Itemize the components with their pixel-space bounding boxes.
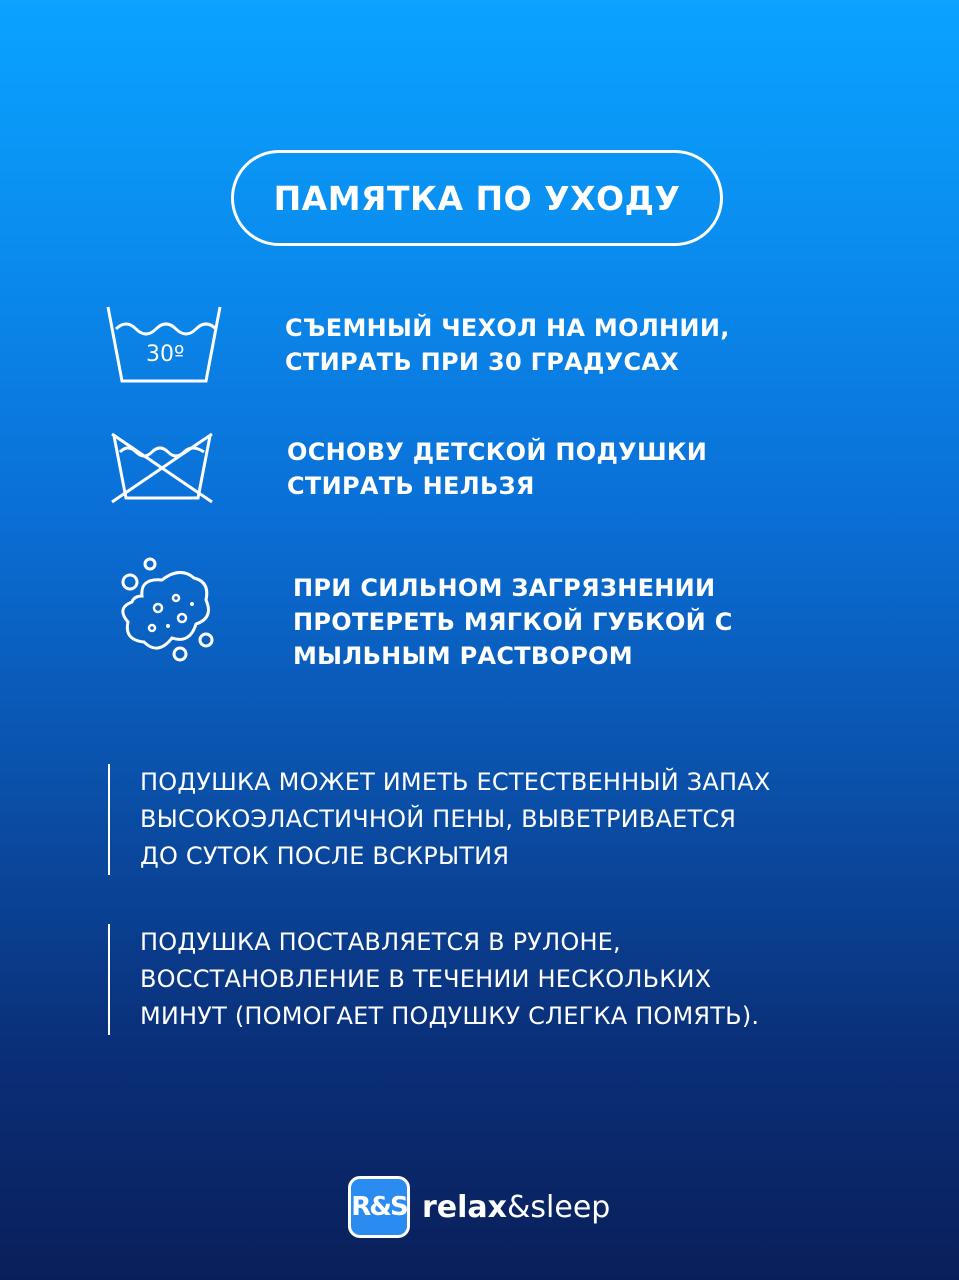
care-item-text bbox=[287, 435, 707, 503]
care-item-no-wash bbox=[287, 435, 707, 503]
note-smell bbox=[108, 764, 868, 875]
note-line: ПОДУШКА ПОСТАВЛЯЕТСЯ В РУЛОНЕ, bbox=[140, 928, 621, 956]
care-line: ПРОТЕРЕТЬ МЯГКОЙ ГУБКОЙ С bbox=[293, 608, 733, 636]
care-item-wash bbox=[285, 311, 730, 379]
sponge-icon bbox=[110, 556, 220, 666]
wash-temp-label: 30º bbox=[146, 342, 185, 367]
logo-badge-text: R&S bbox=[351, 1192, 407, 1222]
note-line: МИНУТ (ПОМОГАЕТ ПОДУШКУ СЛЕГКА ПОМЯТЬ). bbox=[140, 1002, 760, 1030]
care-item-text bbox=[285, 311, 730, 379]
care-item-sponge bbox=[293, 571, 733, 673]
title-pill bbox=[231, 150, 723, 246]
care-line: ПРИ СИЛЬНОМ ЗАГРЯЗНЕНИИ bbox=[293, 574, 716, 602]
note-line: ПОДУШКА МОЖЕТ ИМЕТЬ ЕСТЕСТВЕННЫЙ ЗАПАХ bbox=[140, 768, 771, 796]
logo-badge bbox=[348, 1176, 410, 1238]
note-line: ВОССТАНОВЛЕНИЕ В ТЕЧЕНИИ НЕСКОЛЬКИХ bbox=[140, 965, 712, 993]
care-line: ОСНОВУ ДЕТСКОЙ ПОДУШКИ bbox=[287, 438, 708, 466]
page-title: ПАМЯТКА ПО УХОДУ bbox=[273, 178, 681, 218]
brand-logo bbox=[348, 1176, 610, 1238]
care-line: СЪЕМНЫЙ ЧЕХОЛ НА МОЛНИИ, bbox=[285, 314, 730, 342]
wash-30-icon bbox=[104, 305, 224, 385]
care-line: СТИРАТЬ ПРИ 30 ГРАДУСАХ bbox=[285, 348, 680, 376]
logo-text-rest: &sleep bbox=[507, 1189, 611, 1225]
do-not-wash-icon bbox=[108, 432, 216, 504]
note-line: ВЫСОКОЭЛАСТИЧНОЙ ПЕНЫ, ВЫВЕТРИВАЕТСЯ bbox=[140, 805, 737, 833]
logo-text-bold: relax bbox=[422, 1189, 508, 1225]
logo-wordmark bbox=[422, 1190, 610, 1225]
note-roll bbox=[108, 924, 868, 1035]
care-line: СТИРАТЬ НЕЛЬЗЯ bbox=[287, 472, 535, 500]
note-line: ДО СУТОК ПОСЛЕ ВСКРЫТИЯ bbox=[140, 842, 510, 870]
care-line: МЫЛЬНЫМ РАСТВОРОМ bbox=[293, 642, 633, 670]
care-item-text bbox=[293, 571, 733, 673]
